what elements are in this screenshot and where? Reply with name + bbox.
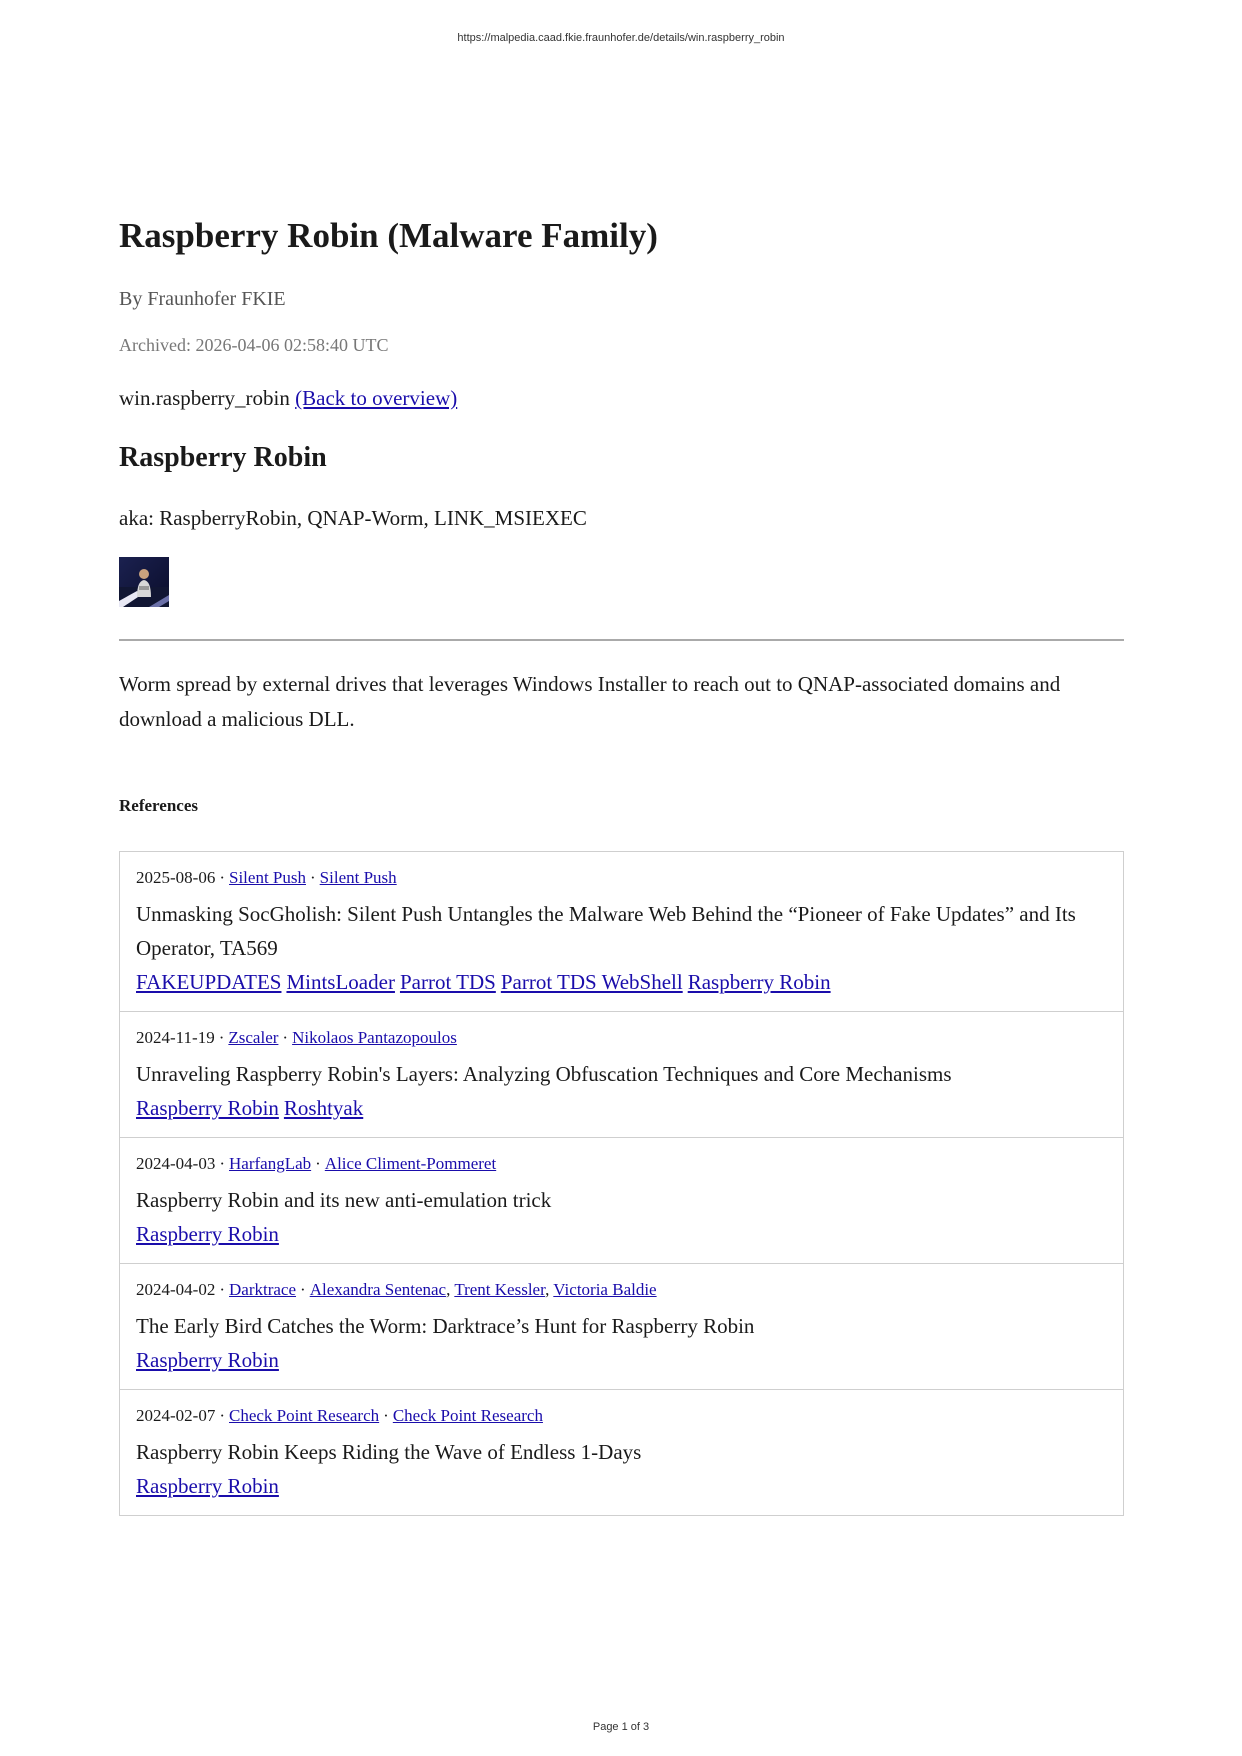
reference-date: 2025-08-06 [136, 868, 216, 887]
reference-tags [136, 1091, 1107, 1125]
reference-author-link[interactable]: Alexandra Sentenac [309, 1280, 447, 1299]
family-tag-link[interactable]: MintsLoader [286, 970, 395, 994]
family-description: Worm spread by external drives that leverages Windows Installer to reach out to QNAP-associated domains and download a malicious DLL. [119, 672, 1061, 731]
reference-meta [136, 1279, 1107, 1301]
reference-org-link[interactable]: Darktrace [229, 1280, 297, 1299]
aka-aliases: aka: RaspberryRobin, QNAP-Worm, LINK_MSIEXEC [119, 506, 587, 530]
meta-separator: · [282, 1028, 289, 1047]
reference-author-link[interactable]: Nikolaos Pantazopoulos [292, 1028, 457, 1047]
family-tag-link[interactable]: FAKEUPDATES [136, 970, 282, 994]
reference-author-link[interactable]: Check Point Research [392, 1406, 543, 1425]
family-thumbnail-image [119, 557, 169, 607]
reference-date: 2024-04-03 [136, 1154, 216, 1173]
references-list [119, 851, 1124, 1516]
reference-tags [136, 1217, 1107, 1251]
page-title: Raspberry Robin (Malware Family) [119, 216, 658, 255]
reference-meta [136, 1405, 1107, 1427]
meta-separator: · [219, 1280, 225, 1299]
reference-org-link[interactable]: Silent Push [229, 868, 306, 887]
archived-timestamp: Archived: 2026-04-06 02:58:40 UTC [119, 335, 389, 355]
family-tag-link[interactable]: Parrot TDS WebShell [500, 970, 683, 994]
meta-separator: · [219, 1406, 225, 1425]
author-separator: , [446, 1280, 455, 1299]
reference-title: Unraveling Raspberry Robin's Layers: Analyzing Obfuscation Techniques and Core Mechanisms [136, 1062, 952, 1086]
family-tag-link[interactable]: Raspberry Robin [136, 1222, 279, 1246]
reference-date: 2024-02-07 [136, 1406, 216, 1425]
meta-separator: · [300, 1280, 306, 1299]
family-tag-link[interactable]: Raspberry Robin [136, 1348, 279, 1372]
family-slug: win.raspberry_robin [119, 386, 290, 410]
reference-org-link[interactable]: HarfangLab [229, 1154, 312, 1173]
family-slug-line [119, 384, 1124, 412]
reference-meta [136, 867, 1107, 889]
back-to-overview-link[interactable]: (Back to overview) [295, 386, 458, 410]
reference-item [120, 1263, 1123, 1389]
reference-title: The Early Bird Catches the Worm: Darktrace’s Hunt for Raspberry Robin [136, 1314, 755, 1338]
reference-meta [136, 1153, 1107, 1175]
section-divider [119, 639, 1124, 641]
reference-author-link[interactable]: Trent Kessler [454, 1280, 546, 1299]
references-heading: References [119, 796, 198, 815]
reference-tags [136, 1343, 1107, 1377]
reference-item [120, 1389, 1123, 1515]
reference-date: 2024-04-02 [136, 1280, 216, 1299]
reference-title: Unmasking SocGholish: Silent Push Untangles the Malware Web Behind the “Pioneer of Fake Updates” and Its Operator, TA569 [136, 902, 1076, 960]
reference-title: Raspberry Robin Keeps Riding the Wave of Endless 1-Days [136, 1440, 642, 1464]
family-tag-link[interactable]: Raspberry Robin [687, 970, 831, 994]
meta-separator: · [219, 1154, 225, 1173]
family-tag-link[interactable]: Raspberry Robin [136, 1474, 279, 1498]
reference-author-link[interactable]: Silent Push [319, 868, 397, 887]
byline: By Fraunhofer FKIE [119, 288, 286, 310]
family-tag-link[interactable]: Raspberry Robin [136, 1096, 279, 1120]
page-number: Page 1 of 3 [592, 1721, 650, 1733]
reference-meta [136, 1027, 1107, 1049]
reference-title: Raspberry Robin and its new anti-emulation trick [136, 1188, 552, 1212]
reference-author-link[interactable]: Alice Climent-Pommeret [324, 1154, 497, 1173]
author-separator: , [545, 1280, 554, 1299]
meta-separator: · [315, 1154, 321, 1173]
main-content [119, 214, 1124, 1516]
meta-separator: · [218, 1028, 225, 1047]
meta-separator: · [383, 1406, 389, 1425]
print-url-header: https://malpedia.caad.fkie.fraunhofer.de/details/win.raspberry_robin [457, 32, 785, 44]
reference-date: 2024-11-19 [136, 1028, 215, 1047]
meta-separator: · [310, 868, 316, 887]
reference-item [120, 1137, 1123, 1263]
family-tag-link[interactable]: Parrot TDS [399, 970, 496, 994]
family-name-heading: Raspberry Robin [119, 442, 327, 473]
reference-tags [136, 1469, 1107, 1503]
reference-author-link[interactable]: Victoria Baldie [553, 1280, 657, 1299]
family-tag-link[interactable]: Roshtyak [283, 1096, 364, 1120]
reference-org-link[interactable]: Zscaler [228, 1028, 279, 1047]
reference-item [120, 1011, 1123, 1137]
reference-item [120, 852, 1123, 1011]
meta-separator: · [219, 868, 225, 887]
reference-tags [136, 965, 1107, 999]
reference-org-link[interactable]: Check Point Research [229, 1406, 380, 1425]
